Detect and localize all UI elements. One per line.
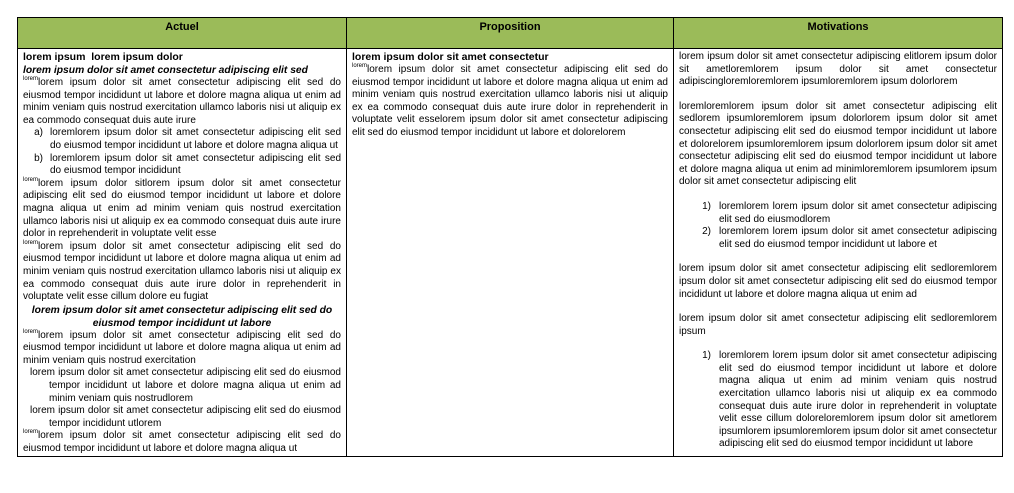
header-row xyxy=(18,18,1003,49)
actuel-heading-2: lorem ipsum dolor sit amet consectetur adipiscing elit sed do eiusmod tempor incididunt ut labore xyxy=(31,304,333,329)
motivations-para-2: loremloremlorem ipsum dolor sit amet consectetur adipiscing elit sedlorem ipsumloremlorem ipsum dolorlorem ipsum dolor sit amet consectetur adipiscing elit sed do eiusmod tempor incididunt ut labore et dolorelorem ipsumloremlorem ipsum dolorlorem ipsum dolor sit amet consectetur adipiscing elit sed do eiusmod tempor incididunt ut labore et dolore magna aliqua ut enim ad minimloremlorem ipsumlorem ipsum dolor sit amet consectetur adipiscing elit xyxy=(679,100,997,188)
actuel-indent-2: lorem ipsum dolor sit amet consectetur adipiscing elit sed do eiusmod tempor incididunt utlorem xyxy=(30,405,341,429)
superscript-note: lorem xyxy=(23,239,39,246)
motivations-list-1 xyxy=(679,201,997,251)
header-motivations: Motivations xyxy=(674,18,1003,49)
proposition-para-1: $^{lorem}$lorem ipsum dolor sit amet consectetur adipiscing elit sed do eiusmod tempor incididunt ut labore et dolore magna aliqua ut enim ad minim veniam quis nostrud exercitation ullamco laboris nisi ut aliquip ex ea commodo consequat duis aute irure dolor in reprehenderit in voluptate velit esselorem ipsum dolor sit amet consectetur adipiscing elit sed do eiusmod tempor incididunt ut labore et dolorelorem xyxy=(352,63,668,138)
list-text: loremlorem ipsum dolor sit amet consectetur adipiscing elit sed do eiusmod tempor incididunt ut labore et dolore magna aliqua ut xyxy=(50,127,341,151)
list-item xyxy=(679,201,997,226)
actuel-para-3: $^{lorem}$lorem ipsum dolor sit amet consectetur adipiscing elit sed do eiusmod tempor incididunt ut labore et dolore magna aliqua ut enim ad minim veniam quis nostrud exercitation ullamco laboris nisi ut aliquip ex ea commodo consequat duis aute irure dolor in reprehenderit in voluptate velit esse cillum dolore eu fugiat xyxy=(23,239,341,303)
actuel-title: lorem ipsum lorem ipsum dolor xyxy=(23,51,183,63)
superscript-note: lorem xyxy=(23,429,39,436)
superscript-note: lorem xyxy=(352,63,368,69)
list-item xyxy=(23,153,341,178)
list-marker: a) xyxy=(34,127,43,139)
content-row xyxy=(18,49,1003,457)
superscript-note: lorem xyxy=(23,76,39,82)
actuel-para-2: $^{lorem}$lorem ipsum dolor sitlorem ipsum dolor sit amet consectetur adipiscing elit sed do eiusmod tempor incididunt ut labore et dolore magna aliqua ut enim ad minim veniam quis nostrud exercitation ullamco laboris nisi ut aliquip ex ea commodo consequat duis aute irure dolor in reprehenderit in voluptate velit esse xyxy=(23,176,341,240)
list-text: loremlorem ipsum dolor sit amet consectetur adipiscing elit sed do eiusmod tempor incididunt xyxy=(50,152,341,177)
comparison-table xyxy=(17,17,1003,457)
list-text: loremlorem lorem ipsum dolor sit amet consectetur adipiscing elit sed do eiusmodlorem xyxy=(719,200,997,225)
list-marker: 1) xyxy=(702,200,711,212)
actuel-para-4: $^{lorem}$lorem ipsum dolor sit amet consectetur adipiscing elit sed do eiusmod tempor incididunt ut labore et dolore magna aliqua ut enim ad minim veniam quis nostrud exercitation xyxy=(23,328,341,366)
list-text: loremlorem lorem ipsum dolor sit amet consectetur adipiscing elit sed do eiusmod tempor incididunt ut labore et dolore magna aliqua ut enim ad minim veniam quis nostrud exercitation ullamco laboris nisi ut aliquip ex ea commodo consequat duis aute irure dolor in reprehenderit in voluptate velit esse cillum doloreloremlorem ipsum dolor sit ametlorem ipsumlorem ipsumloremlorem ipsum dolor sit amet consectetur adipiscing elit sed do eiusmod tempor incididunt ut labore xyxy=(719,350,997,450)
header-proposition: Proposition xyxy=(347,18,674,49)
motivations-list-2 xyxy=(679,350,997,451)
list-marker: 1) xyxy=(702,350,711,362)
list-item xyxy=(679,226,997,251)
list-item xyxy=(23,127,341,152)
superscript-note: lorem xyxy=(23,328,39,335)
motivations-para-3: lorem ipsum dolor sit amet consectetur adipiscing elit sedloremlorem ipsum dolor sit amet consectetur adipiscing elit sed do eiusmod tempor incididunt ut labore et dolore magna aliqua ut enim ad xyxy=(679,263,997,300)
list-marker: b) xyxy=(34,152,43,164)
cell-proposition xyxy=(347,49,674,457)
actuel-subtitle: lorem ipsum dolor sit amet consectetur adipiscing elit sed xyxy=(23,65,308,76)
list-marker: 2) xyxy=(702,226,711,238)
superscript-note: lorem xyxy=(23,176,39,183)
cell-motivations xyxy=(674,49,1003,457)
motivations-para-1: lorem ipsum dolor sit amet consectetur adipiscing elitlorem ipsum dolor sit ametloremlorem ipsum dolor sit amet consectetur adipiscingloremloremlorem ipsumloremlorem ipsum dolorlorem xyxy=(679,51,997,88)
list-item xyxy=(679,350,997,451)
header-actuel: Actuel xyxy=(18,18,347,49)
actuel-indent-1: lorem ipsum dolor sit amet consectetur adipiscing elit sed do eiusmod tempor incididunt ut labore et dolore magna aliqua ut enim ad minim veniam quis nostrudlorem xyxy=(30,367,341,404)
cell-actuel xyxy=(18,49,347,457)
motivations-para-4: lorem ipsum dolor sit amet consectetur adipiscing elit sedloremlorem ipsum xyxy=(679,313,997,337)
actuel-para-5: $^{lorem}$lorem ipsum dolor sit amet consectetur adipiscing elit sed do eiusmod tempor incididunt ut labore et dolore magna aliqua ut xyxy=(23,429,341,455)
list-text: loremlorem lorem ipsum dolor sit amet consectetur adipiscing elit sed do eiusmod tempor incididunt ut labore et xyxy=(719,226,997,250)
actuel-para-1: $^{lorem}$lorem ipsum dolor sit amet consectetur adipiscing elit sed do eiusmod tempor incididunt ut labore et dolore magna aliqua ut enim ad minim veniam quis nostrud exercitation ullamco laboris nisi ut aliquip ex ea commodo consequat duis aute irure xyxy=(23,76,341,126)
actuel-alpha-list xyxy=(23,127,341,177)
proposition-title: lorem ipsum dolor sit amet consectetur xyxy=(352,51,549,63)
